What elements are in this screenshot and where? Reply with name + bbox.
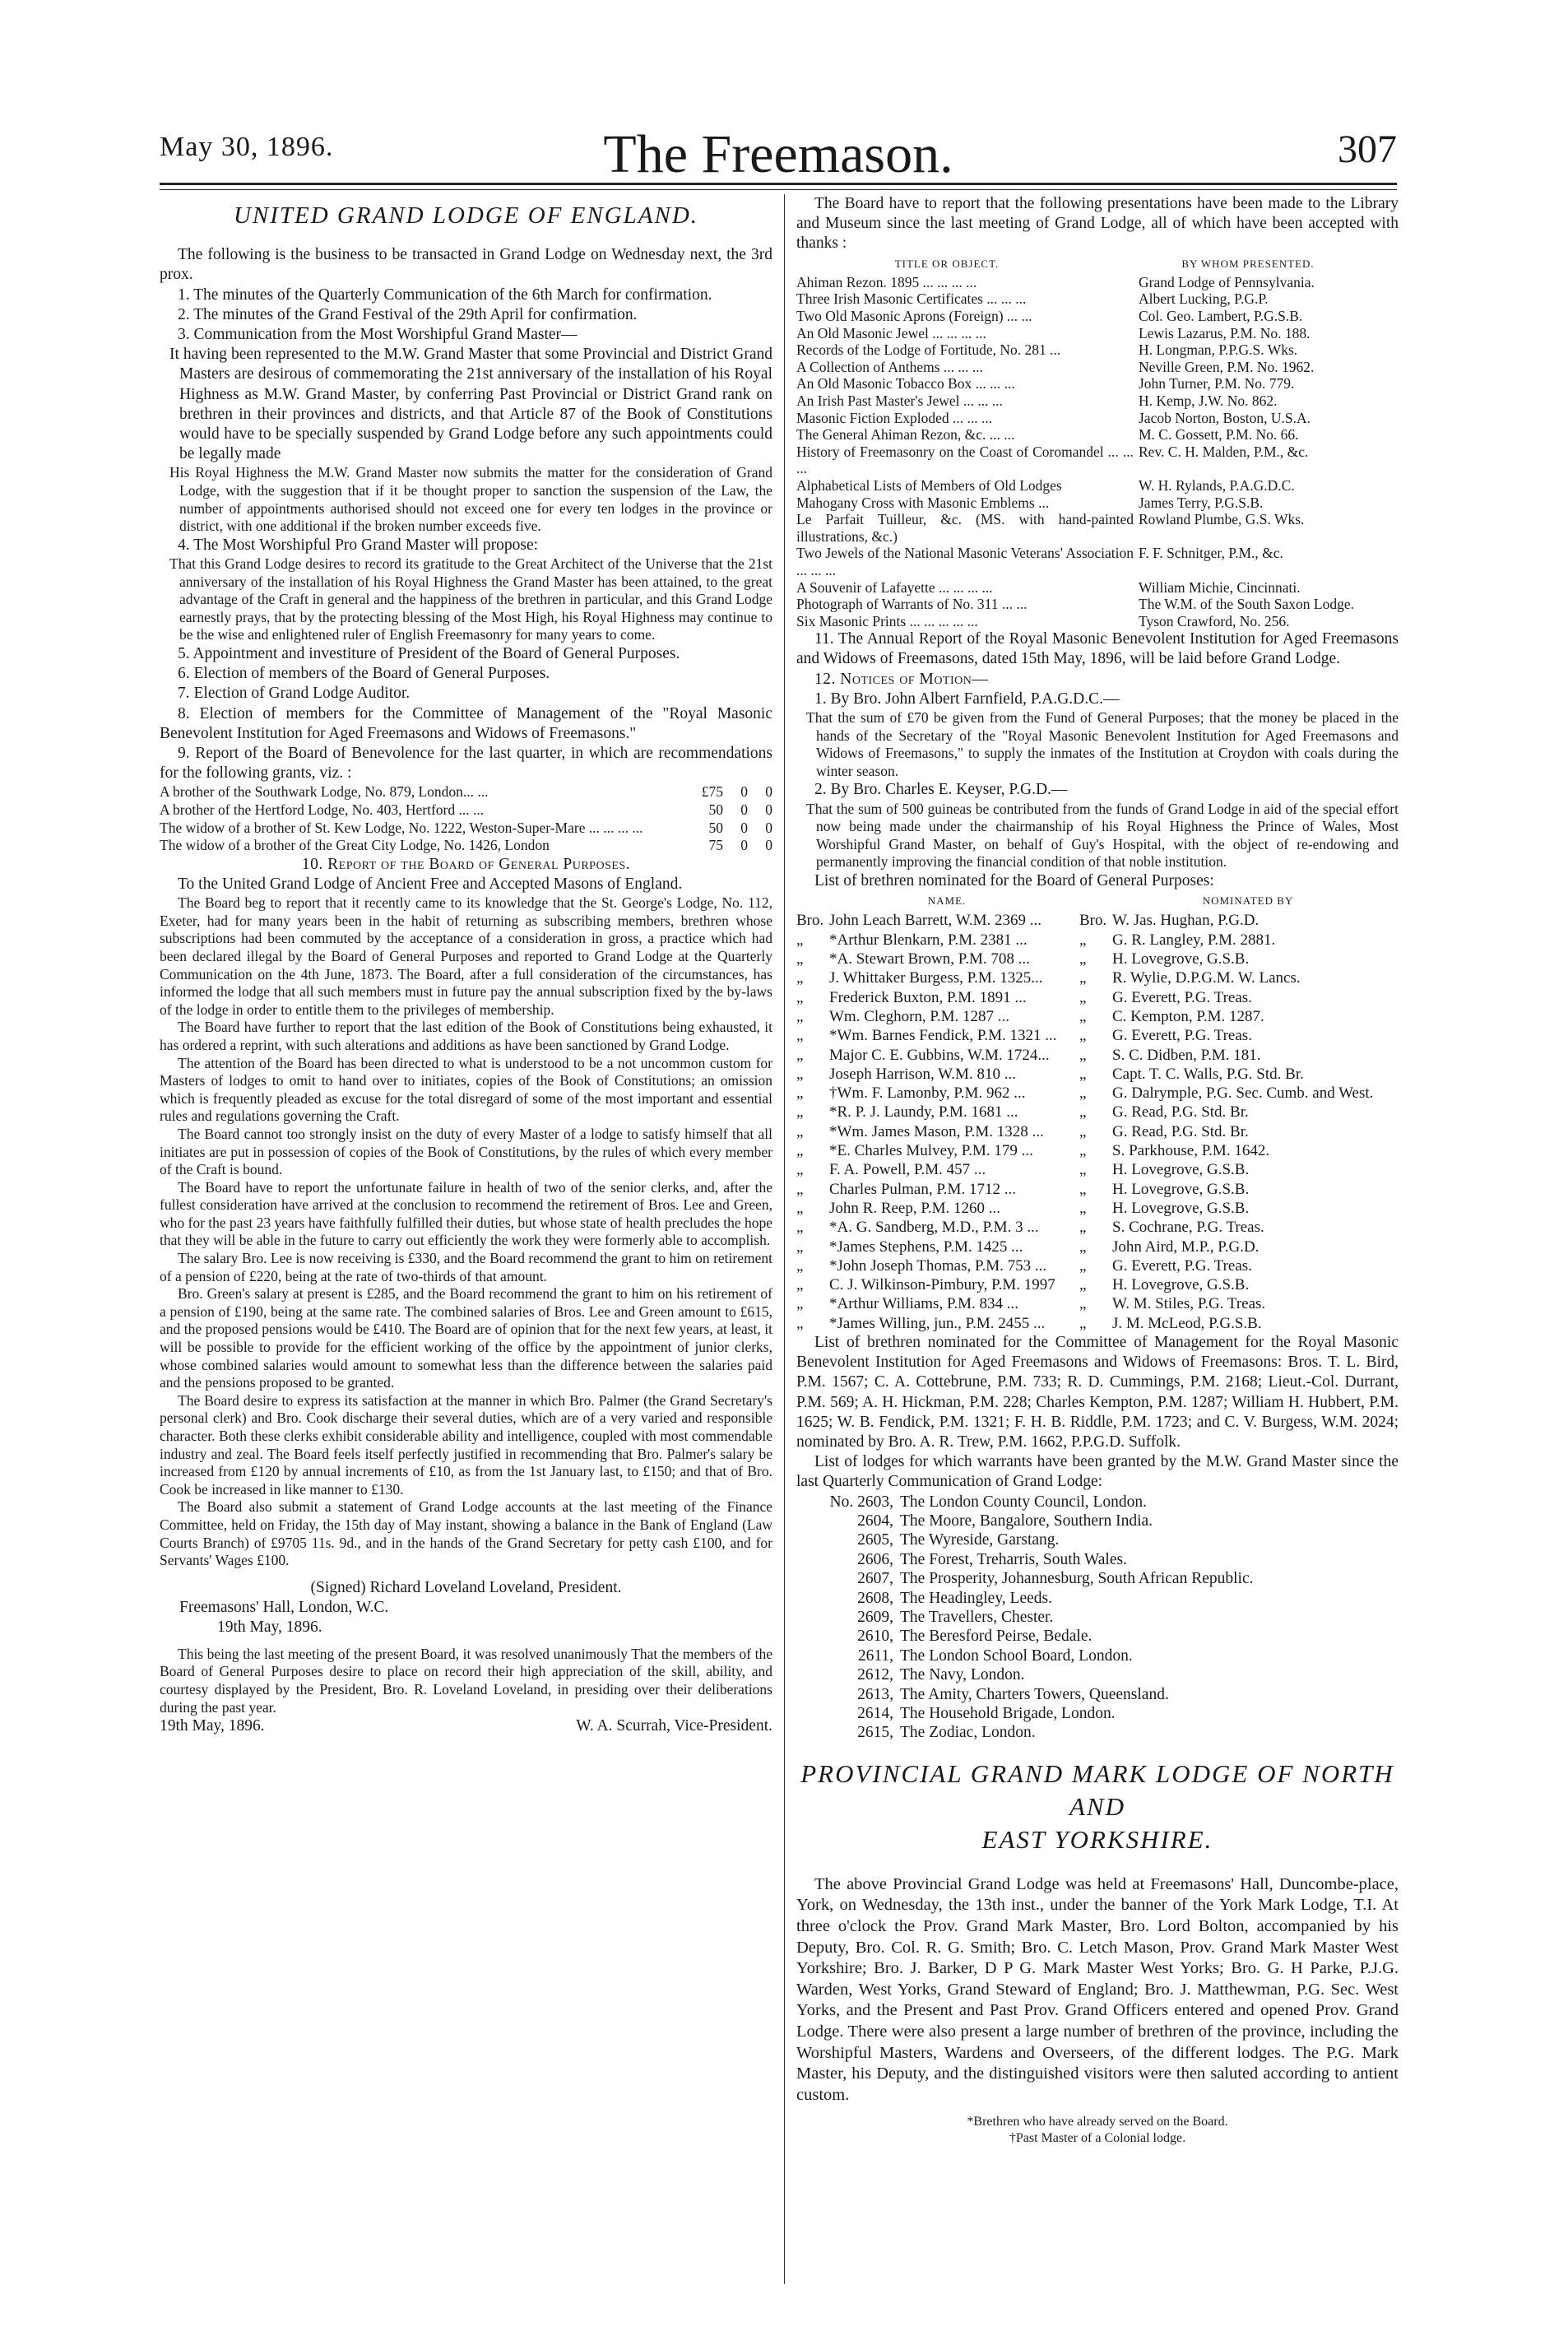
report-paragraph: The Board beg to report that it recently came to its knowledge that the St. George's Lodge, No. 112, Exeter, had for many years been in the habit of returning as subscribing members, brethren whose subscriptions had been commuted by the acceptance of a consideration in gross, a practice which had been declared illegal by the Board of General Purposes and reported to Grand Lodge at the Quarterly Communication on the 4th June, 1873. The Board, after a full consideration of the circumstances, has informed the lodge that all such members must in future pay the annual subscription fixed by the by-laws of the lodge in order to entitle them to the privileges of membership. xyxy=(160,894,772,1018)
nominee-row xyxy=(796,911,1399,930)
nominator-prefix: „ xyxy=(1079,1199,1087,1217)
presentation-donor: William Michie, Cincinnati. xyxy=(1139,578,1301,596)
nominee-row xyxy=(796,1007,1399,1026)
grant-pence: 0 xyxy=(765,837,772,854)
nominee-prefix: „ xyxy=(796,1256,804,1275)
nominee-row xyxy=(796,1160,1399,1179)
nominee-row xyxy=(796,1180,1399,1199)
agenda-item-7: 7. Election of Grand Lodge Auditor. xyxy=(178,685,411,703)
report-paragraph: The Board desire to express its satisfaction at the manner in which Bro. Palmer (the Grand Secretary's personal clerk) and Bro. Cook discharge their several duties, which are of a very varied and responsible character. Both these clerks exhibit considerable ability and intelligence, coupled with most commendable industry and zeal. The Board feels itself perfectly justified in recommending that Bro. Palmer's salary be increased from £120 by annual increments of £10, as from the 1st January last, to £150; and that of Bro. Cook be increased in like manner to £130. xyxy=(160,1391,772,1498)
lodge-row xyxy=(796,1627,1399,1646)
lodge-number: 2607, xyxy=(857,1570,893,1588)
agenda-item-3-text-b: His Royal Highness the M.W. Grand Master now submits the matter for the consideration of Grand Lodge, with the suggestion that if it be thought proper to sanction the suspension of the Law, the number of appointments authorised should not exceed one for every ten lodges in the province or district, with one additional if the broken number exceeds five. xyxy=(169,464,772,535)
nominee-name: John Leach Barrett, W.M. 2369 ... xyxy=(829,912,1042,930)
nominator-prefix: „ xyxy=(1079,950,1087,968)
grant-shillings: 0 xyxy=(740,819,748,836)
lodges-intro: List of lodges for which warrants have been granted by the M.W. Grand Master since the last Quarterly Communication of Grand Lodge: xyxy=(796,1453,1399,1491)
nominator-prefix: „ xyxy=(1079,1084,1087,1103)
grant-pence: 0 xyxy=(765,783,772,801)
nominator-prefix: „ xyxy=(1079,1295,1087,1313)
nominator-prefix: „ xyxy=(1079,1027,1087,1045)
nominee-row xyxy=(796,1026,1399,1045)
lodge-number: 2615, xyxy=(857,1724,893,1742)
nominee-row xyxy=(796,1256,1399,1275)
lodge-number: 2604, xyxy=(857,1512,893,1530)
nominee-row xyxy=(796,1275,1399,1294)
nominee-prefix: „ xyxy=(796,1027,804,1045)
presentation-row xyxy=(796,325,1399,342)
lodge-row xyxy=(796,1665,1399,1684)
nominee-row xyxy=(796,931,1399,950)
nominator-name: H. Lovegrove, G.S.B. xyxy=(1112,1180,1250,1198)
nominee-prefix: „ xyxy=(796,969,804,987)
nominator-prefix: „ xyxy=(1079,1161,1087,1179)
committee-nominations: List of brethren nominated for the Committee of Management for the Royal Masonic Benevolent Institution for Aged Freemasons and Widows of Freemasons: Bros. T. L. Bird, P.M. 1567; C. A. Cottebrune, P.M. 733; R. D. Cummings, P.M. 2168; Lieut.-Col. Durrant, P.M. 569; A. H. Hickman, P.M. 228; Charles Kempton, P.M. 1287; William H. Hubbert, P.M. 1625; W. B. Fendick, P.M. 1321; F. H. B. Riddle, P.M. 1723; and C. V. Burgess, W.M. 2024; nominated by Bro. A. R. Trew, P.M. 1662, P.P.G.D. Suffolk. xyxy=(796,1333,1399,1451)
nominee-prefix: „ xyxy=(796,1199,804,1217)
report-paragraph: The Board cannot too strongly insist on the duty of every Master of a lodge to satisfy himself that all initiates are put in possession of copies of the Book of Constitutions, by the rules of which every member of the Craft is bound. xyxy=(160,1125,772,1178)
lodge-number: No. 2603, xyxy=(829,1493,893,1511)
nominator-name: John Aird, M.P., P.G.D. xyxy=(1112,1238,1260,1256)
lodge-name: The Household Brigade, London. xyxy=(900,1705,1116,1723)
presentation-donor: Col. Geo. Lambert, P.G.S.B. xyxy=(1139,308,1303,324)
nominee-prefix: „ xyxy=(796,1007,804,1025)
presentations-table xyxy=(796,254,1399,630)
agenda-item-2: 2. The minutes of the Grand Festival of the 29th April for confirmation. xyxy=(178,305,638,323)
nominee-row xyxy=(796,1238,1399,1256)
nominator-prefix: „ xyxy=(1079,988,1087,1006)
lodge-row xyxy=(796,1569,1399,1588)
lodge-row xyxy=(796,1589,1399,1608)
nominator-name: J. M. McLeod, P.G.S.B. xyxy=(1112,1314,1262,1332)
grant-description: The widow of a brother of St. Kew Lodge, No. 1222, Weston-Super-Mare ... ... ... ... xyxy=(160,819,643,836)
resolution-date: 19th May, 1896. xyxy=(160,1717,265,1735)
nominee-prefix: „ xyxy=(796,1046,804,1064)
lodge-name: The Prosperity, Johannesburg, South African Republic. xyxy=(900,1570,1254,1588)
nominator-prefix: „ xyxy=(1079,1276,1087,1294)
nominee-name: Joseph Harrison, W.M. 810 ... xyxy=(829,1065,1016,1083)
nominator-name: R. Wylie, D.P.G.M. W. Lancs. xyxy=(1112,969,1301,987)
presentation-title: Alphabetical Lists of Members of Old Lodges xyxy=(796,476,1062,494)
lodge-row xyxy=(796,1608,1399,1627)
report-paragraph: The salary Bro. Lee is now receiving is £330, and the Board recommend the grant to him on retirement of a pension of £220, being at the rate of two-thirds of that amount. xyxy=(160,1250,772,1284)
lodge-row xyxy=(796,1493,1399,1512)
nominee-prefix: „ xyxy=(796,931,804,949)
agenda-item-8: 8. Election of members for the Committee of Management of the "Royal Masonic Benevolent Institution for Aged Freemasons and Widows of Freemasons." xyxy=(160,704,772,742)
presentation-donor: Grand Lodge of Pennsylvania. xyxy=(1139,273,1315,290)
presentation-row xyxy=(796,596,1399,613)
nominee-row xyxy=(796,1065,1399,1084)
nominator-prefix: „ xyxy=(1079,1046,1087,1064)
resolution-paragraph: This being the last meeting of the present Board, it was resolved unanimously That the members of the Board of General Purposes desire to place on record their high appreciation of the skill, ability, and courtesy displayed by the President, Bro. R. Loveland Loveland, in presiding over their deliberations during the past year. xyxy=(160,1645,772,1716)
grants-table xyxy=(160,783,772,854)
lodge-name: The Beresford Peirse, Bedale. xyxy=(900,1628,1092,1646)
nominee-name: *Wm. James Mason, P.M. 1328 ... xyxy=(829,1122,1044,1140)
nominee-name: *Arthur Blenkarn, P.M. 2381 ... xyxy=(829,931,1028,949)
presentation-donor: Jacob Norton, Boston, U.S.A. xyxy=(1139,409,1311,426)
page-header xyxy=(160,123,1397,189)
left-column xyxy=(160,194,772,1736)
presentation-row xyxy=(796,545,1399,578)
section-heading-grand-lodge: UNITED GRAND LODGE OF ENGLAND. xyxy=(233,202,699,229)
report-paragraph: The attention of the Board has been directed to what is understood to be a not uncommon custom for Masters of lodges to omit to hand over to initiates, copies of the Book of Constitutions; an omission which is frequently pleaded as excuse for the total disregard of some of the most important and essential rules and regulations governing the Craft. xyxy=(160,1054,772,1125)
lodge-number: 2605, xyxy=(857,1531,893,1549)
presentation-row xyxy=(796,308,1399,325)
nominee-name: Frederick Buxton, P.M. 1891 ... xyxy=(829,988,1027,1006)
presentation-row xyxy=(796,375,1399,392)
lodge-row xyxy=(796,1512,1399,1530)
presentation-donor: Rev. C. H. Malden, P.M., &c. xyxy=(1139,443,1309,460)
lodge-number: 2612, xyxy=(857,1666,893,1684)
presentation-row xyxy=(796,274,1399,291)
nominee-name: Wm. Cleghorn, P.M. 1287 ... xyxy=(829,1007,1010,1025)
report-paragraph: The Board have further to report that the last edition of the Book of Constitutions being exhausted, it has ordered a reprint, with such alterations and additions as have been sanctioned by Grand Lodge. xyxy=(160,1019,772,1053)
lodge-name: The Moore, Bangalore, Southern India. xyxy=(900,1512,1153,1530)
lodge-row xyxy=(796,1646,1399,1665)
nominee-prefix: „ xyxy=(796,988,804,1006)
nominee-prefix: „ xyxy=(796,1142,804,1160)
nominee-name: *James Stephens, P.M. 1425 ... xyxy=(829,1238,1023,1256)
presentation-title: Records of the Lodge of Fortitude, No. 281 ... xyxy=(796,341,1061,359)
nominator-name: W. M. Stiles, P.G. Treas. xyxy=(1112,1295,1266,1313)
grant-pounds: 50 xyxy=(708,819,723,836)
lodge-number: 2611, xyxy=(857,1646,893,1665)
nominator-name: Capt. T. C. Walls, P.G. Std. Br. xyxy=(1112,1065,1304,1083)
presentation-row xyxy=(796,444,1399,477)
nominee-prefix: Bro. xyxy=(796,912,824,930)
presentations-header xyxy=(796,254,1399,274)
nominee-row xyxy=(796,1199,1399,1218)
nominator-name: G. Everett, P.G. Treas. xyxy=(1112,988,1252,1006)
presentations-intro: The Board have to report that the following presentations have been made to the Library and Museum since the last meeting of Grand Lodge, all of which have been accepted with thanks : xyxy=(796,195,1399,253)
presentation-donor: Lewis Lazarus, P.M. No. 188. xyxy=(1139,324,1311,341)
nominator-prefix: „ xyxy=(1079,1219,1087,1237)
presentation-title: Three Irish Masonic Certificates ... ... ... xyxy=(796,290,1027,308)
nominee-name: *E. Charles Mulvey, P.M. 179 ... xyxy=(829,1142,1033,1160)
presentation-row xyxy=(796,426,1399,444)
nominator-name: G. Read, P.G. Std. Br. xyxy=(1112,1122,1249,1140)
nominator-name: S. Parkhouse, P.M. 1642. xyxy=(1112,1142,1270,1160)
agenda-item-6: 6. Election of members of the Board of General Purposes. xyxy=(178,665,550,683)
nominator-prefix: „ xyxy=(1079,1180,1087,1198)
nominee-row xyxy=(796,1046,1399,1065)
nominee-name: J. Whittaker Burgess, P.M. 1325... xyxy=(829,969,1043,987)
presentation-title: The General Ahiman Rezon, &c. ... ... xyxy=(796,426,1015,444)
nominator-name: S. C. Didben, P.M. 181. xyxy=(1112,1046,1261,1064)
nominator-name: S. Cochrane, P.G. Treas. xyxy=(1112,1219,1264,1237)
motion-1-text: That the sum of £70 be given from the Fund of General Purposes; that the money be placed in the hands of the Secretary of the "Royal Masonic Benevolent Institution for Aged Freemasons and Widows of Freemasons," to supply the inmates of the Institution at Croydon with coals during the winter season. xyxy=(806,709,1399,779)
nominee-row xyxy=(796,1084,1399,1103)
nominee-prefix: „ xyxy=(796,1180,804,1198)
nominator-name: H. Lovegrove, G.S.B. xyxy=(1112,1276,1250,1294)
grant-row xyxy=(160,783,772,801)
grant-row xyxy=(160,801,772,820)
nominator-name: H. Lovegrove, G.S.B. xyxy=(1112,1199,1250,1217)
nominee-name: *Wm. Barnes Fendick, P.M. 1321 ... xyxy=(829,1027,1057,1045)
nominee-row xyxy=(796,968,1399,987)
nominee-prefix: „ xyxy=(796,1276,804,1294)
nominee-name: *A. G. Sandberg, M.D., P.M. 3 ... xyxy=(829,1219,1039,1237)
report-signature: (Signed) Richard Loveland Loveland, President. xyxy=(310,1578,622,1596)
motion-1-mover: 1. By Bro. John Albert Farnfield, P.A.G.D.C.— xyxy=(814,690,1120,708)
presentation-title: Mahogany Cross with Masonic Emblems ... xyxy=(796,494,1050,511)
presentation-donor: James Terry, P.G.S.B. xyxy=(1139,494,1264,511)
lodge-name: The London County Council, London. xyxy=(900,1493,1148,1511)
nominator-prefix: „ xyxy=(1079,1142,1087,1160)
presentation-donor: John Turner, P.M. No. 779. xyxy=(1139,375,1295,392)
report-address: To the United Grand Lodge of Ancient Free and Accepted Masons of England. xyxy=(178,875,683,893)
agenda-item-11: 11. The Annual Report of the Royal Masonic Benevolent Institution for Aged Freemasons and Widows of Freemasons, dated 15th May, 1896, will be laid before Grand Lodge. xyxy=(796,630,1399,668)
presentation-row xyxy=(796,477,1399,495)
presentation-row xyxy=(796,495,1399,512)
lodge-name: The Travellers, Chester. xyxy=(900,1609,1054,1627)
presentation-donor: H. Kemp, J.W. No. 862. xyxy=(1139,392,1278,409)
nominee-prefix: „ xyxy=(796,1065,804,1083)
report-paragraph: The Board also submit a statement of Grand Lodge accounts at the last meeting of the Finance Committee, held on Friday, the 15th day of May instant, showing a balance in the Bank of England (Law Courts Branch) of £9705 11s. 9d., and in the hands of the Grand Secretary for petty cash £100, and for Servants' Wages £100. xyxy=(160,1498,772,1569)
lodge-row xyxy=(796,1723,1399,1742)
nominee-prefix: „ xyxy=(796,1314,804,1332)
lodge-number: 2608, xyxy=(857,1589,893,1607)
presentation-donor: The W.M. of the South Saxon Lodge. xyxy=(1139,596,1354,613)
nominator-name: H. Lovegrove, G.S.B. xyxy=(1112,950,1250,968)
presentation-row xyxy=(796,359,1399,376)
presentation-donor: Albert Lucking, P.G.P. xyxy=(1139,290,1269,308)
nominator-name: W. Jas. Hughan, P.G.D. xyxy=(1112,912,1260,930)
presentation-row xyxy=(796,341,1399,359)
provincial-heading-line-2: EAST YORKSHIRE. xyxy=(981,1824,1213,1854)
agenda-item-5: 5. Appointment and investiture of President of the Board of General Purposes. xyxy=(178,644,680,662)
grant-description: A brother of the Hertford Lodge, No. 403, Hertford ... ... xyxy=(160,801,485,818)
lodge-name: The Headingley, Leeds. xyxy=(900,1589,1052,1607)
lodges-list xyxy=(796,1493,1399,1743)
agenda-item-1: 1. The minutes of the Quarterly Communication of the 6th March for confirmation. xyxy=(178,286,712,304)
presentation-row xyxy=(796,511,1399,545)
nominator-name: G. Dalrymple, P.G. Sec. Cumb. and West. xyxy=(1112,1084,1374,1103)
presentation-donor: Neville Green, P.M. No. 1962. xyxy=(1139,358,1315,375)
presentation-title: Photograph of Warrants of No. 311 ... ... xyxy=(796,596,1028,613)
nominator-prefix: „ xyxy=(1079,1007,1087,1025)
nominator-name: H. Lovegrove, G.S.B. xyxy=(1112,1161,1250,1179)
nominator-prefix: „ xyxy=(1079,969,1087,987)
nominator-prefix: „ xyxy=(1079,1238,1087,1256)
grant-pounds: £75 xyxy=(701,783,723,801)
motion-2-text: That the sum of 500 guineas be contributed from the funds of Grand Lodge in aid of the special effort now being made under the chairmanship of his Royal Highness the Prince of Wales, Most Worshipful Grand Master, on behalf of Guy's Hospital, with the object of re-endowing and permanently improving the financial condition of that noble institution. xyxy=(806,800,1399,871)
presentation-row xyxy=(796,290,1399,308)
nominator-prefix: „ xyxy=(1079,1314,1087,1332)
grant-row xyxy=(160,820,772,838)
grant-description: The widow of a brother of the Great City Lodge, No. 1426, London xyxy=(160,837,550,854)
grant-pence: 0 xyxy=(765,801,772,818)
presentation-donor: F. F. Schnitger, P.M., &c. xyxy=(1139,545,1283,562)
presentation-title: A Souvenir of Lafayette ... ... ... ... xyxy=(796,578,993,596)
issue-date: May 30, 1896. xyxy=(160,132,334,162)
presentation-row xyxy=(796,579,1399,597)
lodge-number: 2606, xyxy=(857,1550,893,1568)
nominator-name: G. Everett, P.G. Treas. xyxy=(1112,1027,1252,1045)
grant-row xyxy=(160,837,772,855)
presentation-title: History of Freemasonry on the Coast of Coromandel ... ... ... xyxy=(796,443,1134,477)
presentation-title: Six Masonic Prints ... ... ... ... ... xyxy=(796,612,978,629)
report-paragraph: Bro. Green's salary at present is £285, and the Board recommend the grant to him on his retirement of a pension of £190, being at the same rate. The combined salaries of Bros. Lee and Green amount to £615, and the proposed pensions would be £410. The Board are of opinion that for the next few years, at least, it will be possible to provide for the efficient working of the office by the appointment of junior clerks, whose combined salaries would amount to somewhat less than the difference between the salaries paid and the pensions proposed to be granted. xyxy=(160,1285,772,1391)
presentation-row xyxy=(796,410,1399,427)
presentation-title: Ahiman Rezon. 1895 ... ... ... ... xyxy=(796,273,977,290)
agenda-item-9: 9. Report of the Board of Benevolence for the last quarter, in which are recommendations for the following grants, viz. : xyxy=(160,745,772,783)
presentation-donor: Rowland Plumbe, G.S. Wks. xyxy=(1139,511,1305,528)
nominator-prefix: „ xyxy=(1079,931,1087,949)
masthead-title: The Freemason. xyxy=(603,124,953,184)
presentation-donor: W. H. Rylands, P.A.G.D.C. xyxy=(1139,476,1295,494)
page-number: 307 xyxy=(1338,128,1397,171)
nominations-intro: List of brethren nominated for the Board of General Purposes: xyxy=(814,872,1214,890)
presentation-row xyxy=(796,613,1399,630)
provincial-report: The above Provincial Grand Lodge was held at Freemasons' Hall, Duncombe-place, York, on Wednesday, the 13th inst., under the banner of the York Mark Lodge, T.I. At three o'clock the Prov. Grand Mark Master, Bro. Lord Bolton, accompanied by his Deputy, Bro. Col. R. G. Smith; Bro. C. Letch Mason, Prov. Grand Mark Master West Yorkshire; Bro. J. Barker, D P G. Mark Master West Yorks; Bro. G. H Parke, P.J.G. Warden, West Yorks, Grand Steward of England; Bro. J. Matthewman, P.G. Sec. West Yorks, and the Present and Past Prov. Grand Officers entered and opened Prov. Grand Lodge. There were also present a large number of brethren of the province, including the Worshipful Masters, Wardens and Overseers, of the different lodges. The P.G. Mark Master, his Deputy, and the distinguished visitors were then saluted according to antient custom. xyxy=(796,1874,1399,2104)
nominee-row xyxy=(796,950,1399,968)
column-divider xyxy=(784,194,785,2284)
agenda-item-4: 4. The Most Worshipful Pro Grand Master will propose: xyxy=(178,536,539,554)
nominator-name: G. Everett, P.G. Treas. xyxy=(1112,1256,1252,1275)
footnote-colonial: †Past Master of a Colonial lodge. xyxy=(1009,2131,1186,2146)
nominee-prefix: „ xyxy=(796,1122,804,1140)
nominee-name: *Arthur Williams, P.M. 834 ... xyxy=(829,1295,1019,1313)
presentation-title: Masonic Fiction Exploded ... ... ... xyxy=(796,409,993,426)
grant-pence: 0 xyxy=(765,819,772,836)
lodge-number: 2610, xyxy=(857,1628,893,1646)
nominee-row xyxy=(796,1218,1399,1237)
nominations-col-name: NAME. xyxy=(927,894,967,908)
report-signature-place: Freemasons' Hall, London, W.C. xyxy=(179,1598,389,1616)
nominee-prefix: „ xyxy=(796,1219,804,1237)
agenda-item-10: 10. Report of the Board of General Purposes. xyxy=(301,855,631,873)
presentation-title: Two Old Masonic Aprons (Foreign) ... ... xyxy=(796,308,1032,324)
nominee-name: C. J. Wilkinson-Pimbury, P.M. 1997 xyxy=(829,1276,1055,1294)
lodge-name: The Zodiac, London. xyxy=(900,1724,1036,1742)
presentations-col-title: TITLE OR OBJECT. xyxy=(894,257,1000,270)
nominator-name: C. Kempton, P.M. 1287. xyxy=(1112,1007,1264,1025)
nominee-name: *A. Stewart Brown, P.M. 708 ... xyxy=(829,950,1030,968)
resolution-footer xyxy=(160,1716,772,1736)
nominee-row xyxy=(796,1122,1399,1141)
grant-description: A brother of the Southwark Lodge, No. 879, London... ... xyxy=(160,783,489,801)
lodge-name: The Wyreside, Garstang. xyxy=(900,1531,1060,1549)
nominations-col-by: NOMINATED BY xyxy=(1202,894,1294,908)
nominations-table xyxy=(796,891,1399,1333)
agenda-item-4-text: That this Grand Lodge desires to record its gratitude to the Great Architect of the Universe that the 21st anniversary of the installation of his Royal Highness the Grand Master has been attained, to the great advantage of the Craft in general and the happiness of the brethren in particular, and this Grand Lodge earnestly prays, that by the protecting blessing of the Most High, his Royal Highness may continue to be the wise and enlightened ruler of English Freemasonry for many years to come. xyxy=(169,555,772,643)
nominee-name: John R. Reep, P.M. 1260 ... xyxy=(829,1199,1000,1217)
lodge-number: 2609, xyxy=(857,1609,893,1627)
lodge-row xyxy=(796,1530,1399,1549)
nominator-prefix: „ xyxy=(1079,1103,1087,1122)
lodge-name: The Amity, Charters Towers, Queensland. xyxy=(900,1685,1169,1703)
presentation-donor: M. C. Gossett, P.M. No. 66. xyxy=(1139,426,1299,444)
nominee-row xyxy=(796,988,1399,1007)
header-rule-thick xyxy=(160,183,1397,185)
lodge-name: The London School Board, London. xyxy=(900,1646,1133,1665)
lodge-number: 2613, xyxy=(857,1685,893,1703)
grant-shillings: 0 xyxy=(740,837,748,854)
nominator-prefix: „ xyxy=(1079,1256,1087,1275)
nominee-row xyxy=(796,1294,1399,1313)
nominee-prefix: „ xyxy=(796,1084,804,1103)
presentation-title: Two Jewels of the National Masonic Veterans' Association ... ... ... xyxy=(796,545,1134,578)
nominee-row xyxy=(796,1141,1399,1160)
nominations-header xyxy=(796,891,1399,911)
presentation-title: Le Parfait Tuilleur, &c. (MS. with hand-painted illustrations, &c.) xyxy=(796,511,1134,545)
grant-pounds: 50 xyxy=(708,801,723,818)
presentation-title: An Irish Past Master's Jewel ... ... ... xyxy=(796,392,1004,409)
presentation-donor: H. Longman, P.P.G.S. Wks. xyxy=(1139,341,1298,359)
agenda-item-3-text-a: It having been represented to the M.W. Grand Master that some Provincial and District Grand Masters are desirous of commemorating the 21st anniversary of the installation of his Royal Highness as M.W. Grand Master, by conferring Past Provincial or District Grand rank on brethren in their provinces and districts, and that Article 87 of the Book of Constitutions would have to be specially suspended by Grand Lodge before any such appointments could be legally made xyxy=(169,346,772,463)
nominator-name: G. Read, P.G. Std. Br. xyxy=(1112,1103,1249,1122)
nominee-name: †Wm. F. Lamonby, P.M. 962 ... xyxy=(829,1084,1026,1103)
agenda-item-12: 12. Notices of Motion— xyxy=(814,670,989,688)
nominator-name: G. R. Langley, P.M. 2881. xyxy=(1112,931,1276,949)
nominee-name: *James Willing, jun., P.M. 2455 ... xyxy=(829,1314,1046,1332)
lodge-row xyxy=(796,1685,1399,1704)
nominee-prefix: „ xyxy=(796,1161,804,1179)
nominee-prefix: „ xyxy=(796,950,804,968)
nominee-name: Major C. E. Gubbins, W.M. 1724... xyxy=(829,1046,1050,1064)
nominator-prefix: „ xyxy=(1079,1065,1087,1083)
footnotes xyxy=(796,2114,1399,2147)
right-column xyxy=(796,194,1399,2147)
presentation-title: An Old Masonic Tobacco Box ... ... ... xyxy=(796,375,1015,392)
presentation-row xyxy=(796,392,1399,410)
nominee-row xyxy=(796,1103,1399,1122)
motion-2-mover: 2. By Bro. Charles E. Keyser, P.G.D.— xyxy=(814,781,1068,799)
grant-shillings: 0 xyxy=(740,801,748,818)
section-heading-provincial xyxy=(796,1758,1399,1856)
presentation-title: An Old Masonic Jewel ... ... ... ... xyxy=(796,324,986,341)
lodge-name: The Forest, Treharris, South Wales. xyxy=(900,1550,1127,1568)
intro-paragraph: The following is the business to be transacted in Grand Lodge on Wednesday next, the 3rd prox. xyxy=(160,246,772,284)
nominee-prefix: „ xyxy=(796,1103,804,1122)
lodge-number: 2614, xyxy=(857,1705,893,1723)
presentation-donor: Tyson Crawford, No. 256. xyxy=(1139,612,1290,629)
agenda-item-3: 3. Communication from the Most Worshipful Grand Master— xyxy=(178,326,578,344)
nominee-prefix: „ xyxy=(796,1238,804,1256)
report-paragraph: The Board have to report the unfortunate failure in health of two of the senior clerks, and, after the fullest consideration have arrived at the conclusion to recommend the retirement of Bros. Lee and Green, who for the past 23 years have faithfully fulfilled their duties, but whose state of health precludes the hope that they will be able in the future to carry out efficiently the work they were formerly able to accomplish. xyxy=(160,1178,772,1249)
resolution-signature: W. A. Scurrah, Vice-President. xyxy=(576,1717,772,1735)
nominator-prefix: „ xyxy=(1079,1122,1087,1140)
header-rule-thin xyxy=(160,189,1397,190)
footnote-served: *Brethren who have already served on the Board. xyxy=(967,2115,1228,2129)
nominee-name: *John Joseph Thomas, P.M. 753 ... xyxy=(829,1256,1047,1275)
nominee-name: *R. P. J. Laundy, P.M. 1681 ... xyxy=(829,1103,1018,1122)
grant-shillings: 0 xyxy=(740,783,748,801)
nominee-name: F. A. Powell, P.M. 457 ... xyxy=(829,1161,986,1179)
presentations-col-donor: BY WHOM PRESENTED. xyxy=(1181,257,1315,270)
nominee-prefix: „ xyxy=(796,1295,804,1313)
provincial-heading-line-1: PROVINCIAL GRAND MARK LODGE OF NORTH AND xyxy=(800,1758,1394,1821)
nominee-name: Charles Pulman, P.M. 1712 ... xyxy=(829,1180,1016,1198)
grant-pounds: 75 xyxy=(708,837,723,854)
lodge-row xyxy=(796,1704,1399,1723)
lodge-name: The Navy, London. xyxy=(900,1666,1025,1684)
presentation-title: A Collection of Anthems ... ... ... xyxy=(796,358,984,375)
report-signature-date: 19th May, 1896. xyxy=(217,1618,322,1636)
lodge-row xyxy=(796,1550,1399,1569)
nominee-row xyxy=(796,1314,1399,1333)
nominator-prefix: Bro. xyxy=(1079,912,1107,930)
